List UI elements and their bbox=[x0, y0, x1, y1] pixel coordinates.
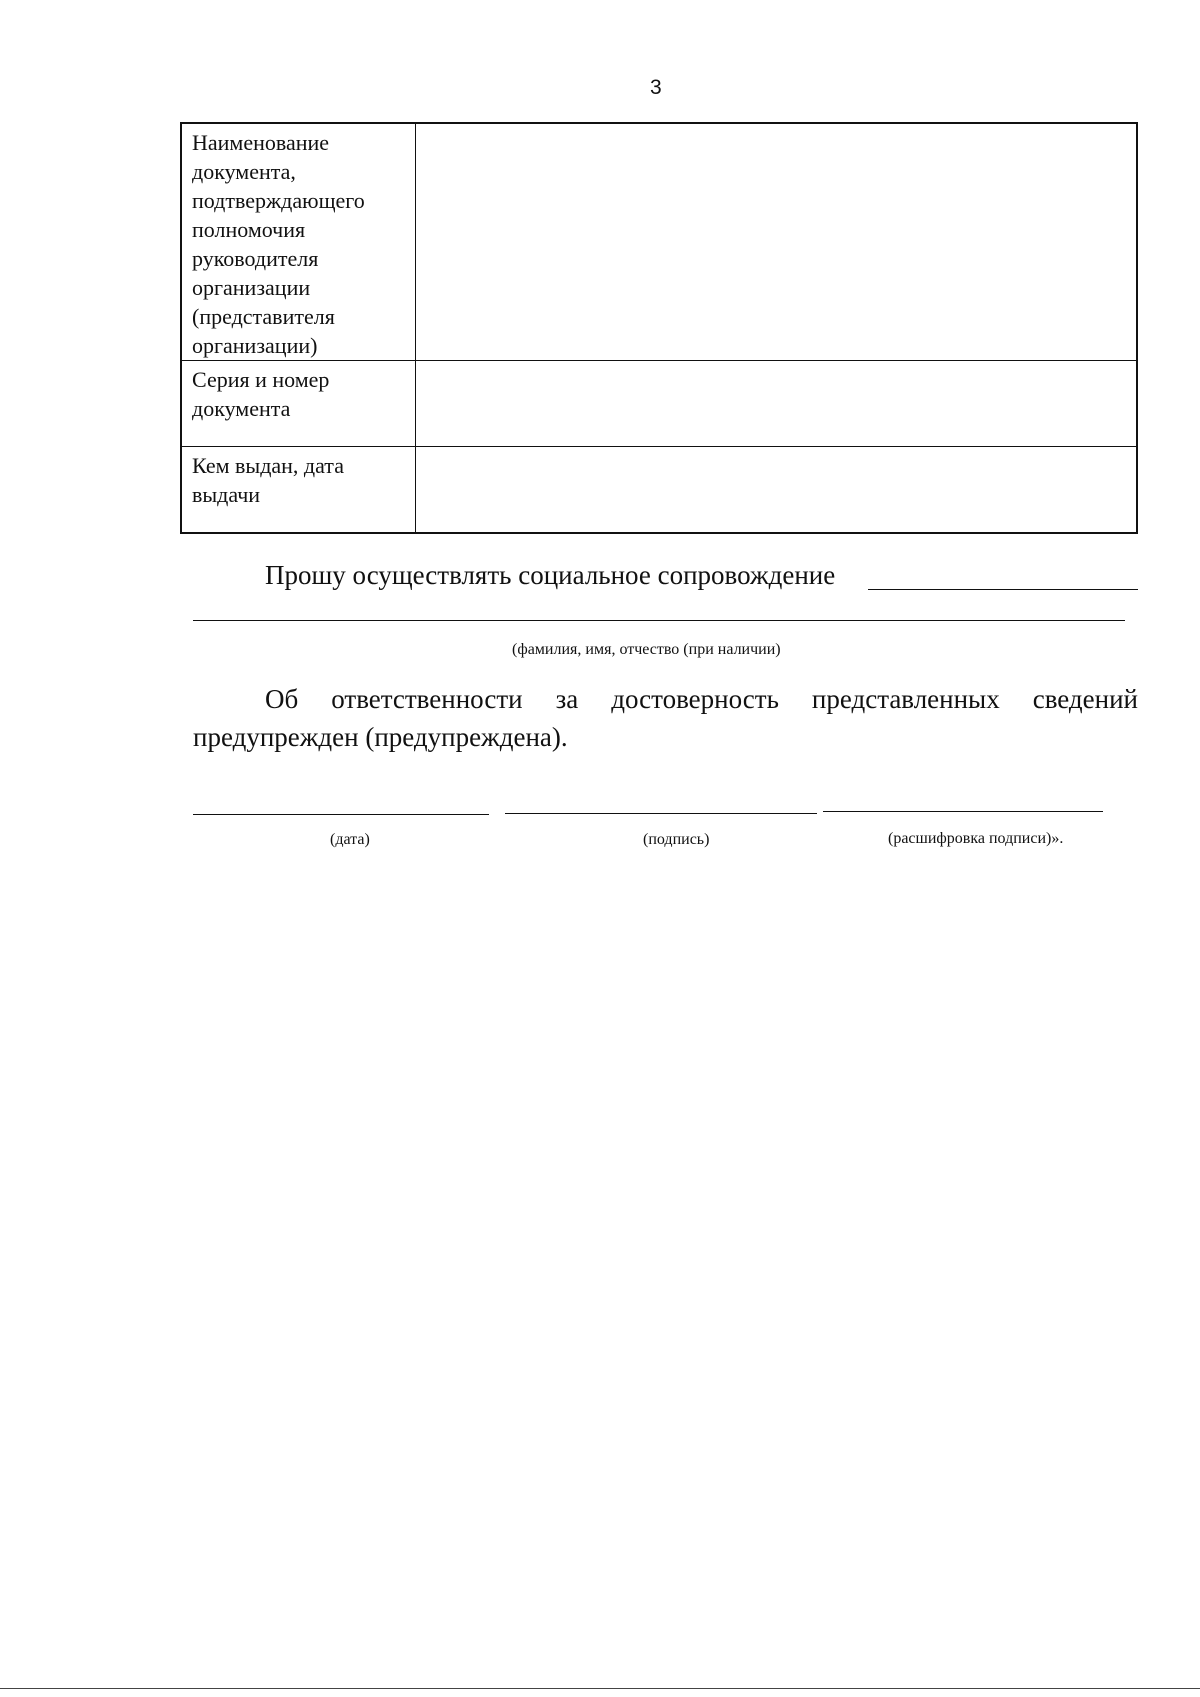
name-caption: (фамилия, имя, отчество (при наличии) bbox=[512, 641, 781, 658]
name-fill-line-1[interactable] bbox=[868, 589, 1138, 590]
table-label-cell: Наименование документа, подтверждающего полномочия руководителя организации (представителя организации) bbox=[181, 123, 416, 361]
table-row bbox=[181, 123, 1137, 361]
warning-line-2: предупрежден (предупреждена). bbox=[193, 722, 568, 752]
table-label-cell: Серия и номер документа bbox=[181, 361, 416, 447]
table-value-cell[interactable] bbox=[416, 447, 1138, 534]
date-fill-line[interactable] bbox=[193, 814, 489, 815]
decoding-fill-line[interactable] bbox=[823, 811, 1103, 812]
name-fill-line-2[interactable] bbox=[193, 620, 1125, 621]
date-caption: (дата) bbox=[330, 831, 370, 848]
bottom-rule bbox=[0, 1688, 1200, 1689]
table-row bbox=[181, 447, 1137, 534]
decoding-caption: (расшифровка подписи)». bbox=[888, 830, 1064, 847]
signature-caption: (подпись) bbox=[643, 831, 710, 848]
signature-fill-line[interactable] bbox=[505, 813, 817, 814]
table-value-cell[interactable] bbox=[416, 123, 1138, 361]
table-value-cell[interactable] bbox=[416, 361, 1138, 447]
warning-paragraph bbox=[193, 680, 1138, 756]
document-table bbox=[180, 122, 1138, 534]
warning-line-1: Об ответственности за достоверность представленных сведений bbox=[265, 684, 1138, 714]
table-label-cell: Кем выдан, дата выдачи bbox=[181, 447, 416, 534]
table-row bbox=[181, 361, 1137, 447]
page-number: 3 bbox=[650, 76, 662, 99]
request-text: Прошу осуществлять социальное сопровождение bbox=[265, 560, 836, 590]
